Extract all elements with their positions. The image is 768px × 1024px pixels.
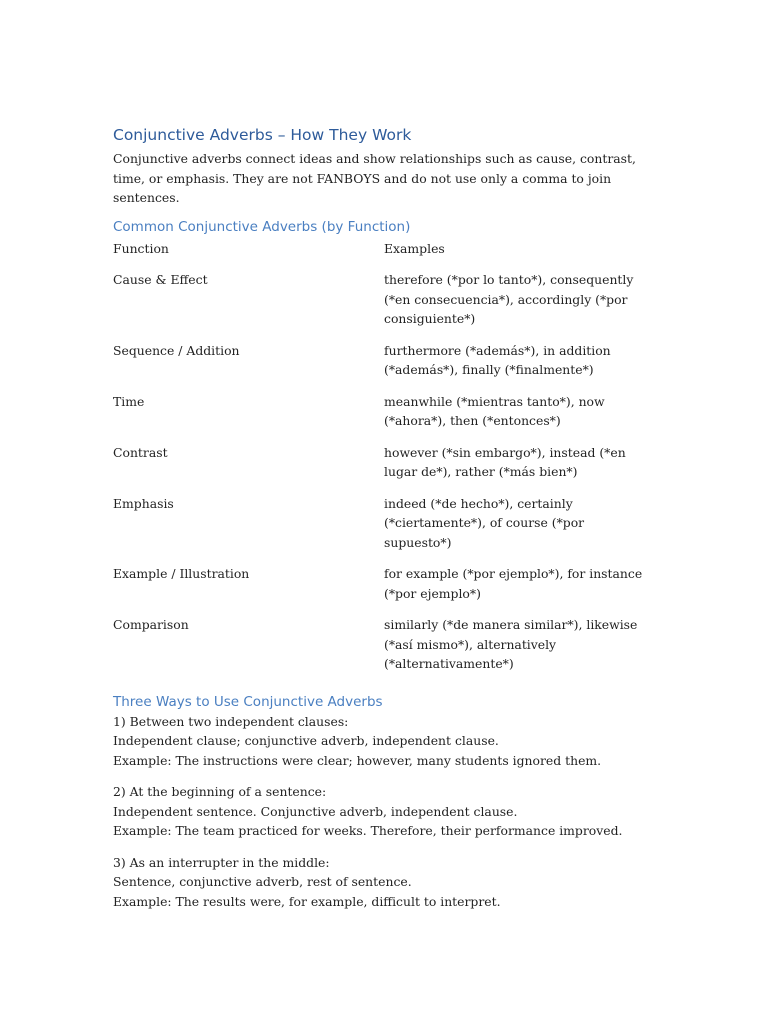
usage-item: [113, 853, 658, 912]
table-row: [113, 564, 658, 603]
function-cell: Time: [113, 393, 145, 409]
usage-pattern: Independent clause; conjunctive adverb, independent clause.: [113, 733, 499, 748]
usage-example: Example: The team practiced for weeks. Therefore, their performance improved.: [113, 823, 623, 838]
usage-label: 1) Between two independent clauses:: [113, 713, 349, 729]
intro-paragraph: Conjunctive adverbs connect ideas and show relationships such as cause, contrast, time, or emphasis. They are not FANBOYS and do not use only a comma to join sentences.: [113, 151, 636, 205]
column-header-examples: Examples: [384, 240, 445, 256]
usage-pattern: Independent sentence. Conjunctive adverb, independent clause.: [113, 803, 518, 819]
column-header-function: Function: [113, 240, 169, 256]
examples-cell: meanwhile (*mientras tanto*), now (*ahora*), then (*entonces*): [384, 393, 605, 428]
function-cell: Comparison: [113, 617, 189, 632]
page-title: Conjunctive Adverbs – How They Work: [113, 126, 412, 144]
table-row: [113, 615, 658, 674]
functions-table: [113, 239, 658, 674]
function-cell: Example / Illustration: [113, 566, 250, 581]
table-row: [113, 392, 658, 431]
document-page: [113, 125, 658, 923]
usage-pattern: Sentence, conjunctive adverb, rest of sentence.: [113, 874, 412, 889]
usage-label: 3) As an interrupter in the middle:: [113, 854, 330, 870]
table-row: [113, 341, 658, 380]
usage-item: [113, 782, 658, 841]
usage-item: [113, 712, 658, 771]
function-cell: Cause & Effect: [113, 272, 208, 287]
examples-cell: therefore (*por lo tanto*), consequently (*en consecuencia*), accordingly (*por consiguiente*): [384, 272, 634, 326]
function-cell: Contrast: [113, 444, 168, 460]
function-cell: Emphasis: [113, 495, 174, 511]
table-row: [113, 270, 658, 329]
usage-example: Example: The instructions were clear; however, many students ignored them.: [113, 752, 602, 768]
function-cell: Sequence / Addition: [113, 342, 240, 358]
usage-label: 2) At the beginning of a sentence:: [113, 784, 327, 799]
table-row: [113, 443, 658, 482]
examples-cell: indeed (*de hecho*), certainly (*ciertamente*), of course (*por supuesto*): [384, 495, 585, 550]
examples-cell: for example (*por ejemplo*), for instance (*por ejemplo*): [384, 566, 643, 601]
ways-heading: Three Ways to Use Conjunctive Adverbs: [113, 693, 383, 710]
functions-heading: Common Conjunctive Adverbs (by Function): [113, 218, 411, 235]
usage-example: Example: The results were, for example, difficult to interpret.: [113, 893, 501, 909]
table-header-row: [113, 239, 658, 259]
examples-cell: furthermore (*además*), in addition (*además*), finally (*finalmente*): [384, 342, 611, 377]
table-row: [113, 494, 658, 553]
examples-cell: similarly (*de manera similar*), likewise (*así mismo*), alternatively (*alternativamente*): [384, 617, 638, 671]
examples-cell: however (*sin embargo*), instead (*en lugar de*), rather (*más bien*): [384, 444, 626, 479]
